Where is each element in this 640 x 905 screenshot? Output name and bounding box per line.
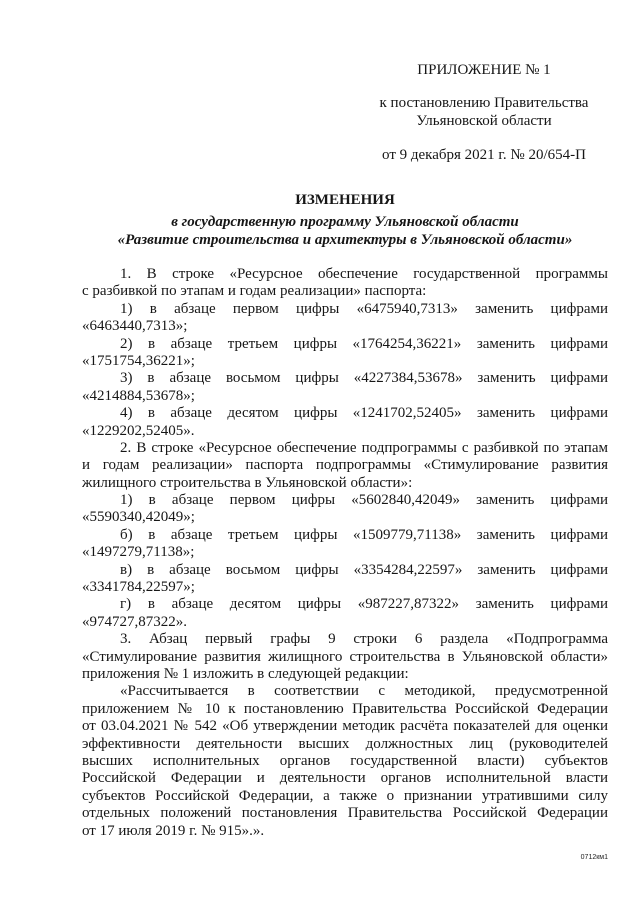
text-line: субъектов Российской Федерации, а также о признании утратившими силу — [82, 787, 608, 804]
text-line: высших исполнительных органов государственной власти) субъектов — [82, 752, 608, 769]
resolution-reference: к постановлению Правительства — [379, 95, 589, 111]
text-line: приложением № 10 к постановлению Правительства Российской Федерации — [82, 700, 608, 717]
appendix-number: ПРИЛОЖЕНИЕ № 1 — [417, 62, 551, 78]
document-code: 0712км1 — [580, 854, 608, 861]
document-subtitle-line2: «Развитие строительства и архитектуры в Ульяновской области» — [117, 232, 573, 248]
text-line: 3. Абзац первый графы 9 строки 6 раздела «Подпрограмма — [120, 631, 608, 648]
list-item: б) в абзаце третьем цифры «1509779,71138» заменить цифрами — [120, 526, 608, 543]
amendment-section-2 — [82, 440, 608, 631]
text-line: «1751754,36221»; — [82, 352, 195, 369]
text-line: эффективности деятельности высших должностных лиц (руководителей — [82, 735, 608, 752]
text-line: «4214884,53678»; — [82, 387, 195, 404]
text-line: «1497279,71138»; — [82, 544, 195, 561]
replacement-text — [82, 683, 608, 840]
text-line: «6463440,7313»; — [82, 318, 188, 335]
text-line: «3341784,22597»; — [82, 579, 195, 596]
text-line: приложения № 1 изложить в следующей редакции: — [82, 665, 409, 682]
text-line: отдельных положений постановления Правительства Российской Федерации — [82, 805, 608, 822]
text-line: «5590340,42049»; — [82, 509, 195, 526]
text-line: «974727,87322». — [82, 613, 187, 630]
text-line: жилищного строительства в Ульяновской области»: — [82, 474, 413, 491]
text-line: «Стимулирование развития жилищного строительства в Ульяновской области» — [82, 648, 608, 665]
text-line: «Рассчитывается в соответствии с методикой, предусмотренной — [120, 683, 608, 700]
region-name: Ульяновской области — [416, 113, 552, 129]
list-item: 4) в абзаце десятом цифры «1241702,52405» заменить цифрами — [120, 405, 608, 422]
text-line: 2. В строке «Ресурсное обеспечение подпрограммы с разбивкой по этапам — [120, 439, 608, 456]
amendment-section-1 — [82, 266, 608, 440]
text-line: от 03.04.2021 № 542 «Об утверждении методик расчёта показателей для оценки — [82, 718, 608, 735]
list-item: г) в абзаце десятом цифры «987227,87322» заменить цифрами — [120, 596, 608, 613]
list-item: в) в абзаце восьмом цифры «3354284,22597» заменить цифрами — [120, 561, 608, 578]
list-item: 1) в абзаце первом цифры «5602840,42049» заменить цифрами — [120, 492, 608, 509]
text-line: с разбивкой по этапам и годам реализации» паспорта: — [82, 283, 427, 300]
document-subtitle-line1: в государственную программу Ульяновской области — [171, 214, 519, 230]
list-item: 2) в абзаце третьем цифры «1764254,36221» заменить цифрами — [120, 335, 608, 352]
text-line: 1. В строке «Ресурсное обеспечение государственной программы — [120, 266, 608, 282]
document-body — [82, 266, 608, 840]
text-line: Российской Федерации и деятельности органов исполнительной власти — [82, 770, 608, 787]
text-line: и годам реализации» паспорта подпрограммы «Стимулирование развития — [82, 457, 608, 474]
list-item: 3) в абзаце восьмом цифры «4227384,53678» заменить цифрами — [120, 370, 608, 387]
text-line: «1229202,52405». — [82, 422, 195, 439]
amendment-section-3 — [82, 631, 608, 683]
resolution-date-number: от 9 декабря 2021 г. № 20/654-П — [382, 147, 586, 163]
list-item: 1) в абзаце первом цифры «6475940,7313» заменить цифрами — [120, 300, 608, 317]
document-title: ИЗМЕНЕНИЯ — [295, 192, 395, 208]
text-line: от 17 июля 2019 г. № 915».». — [82, 822, 265, 839]
